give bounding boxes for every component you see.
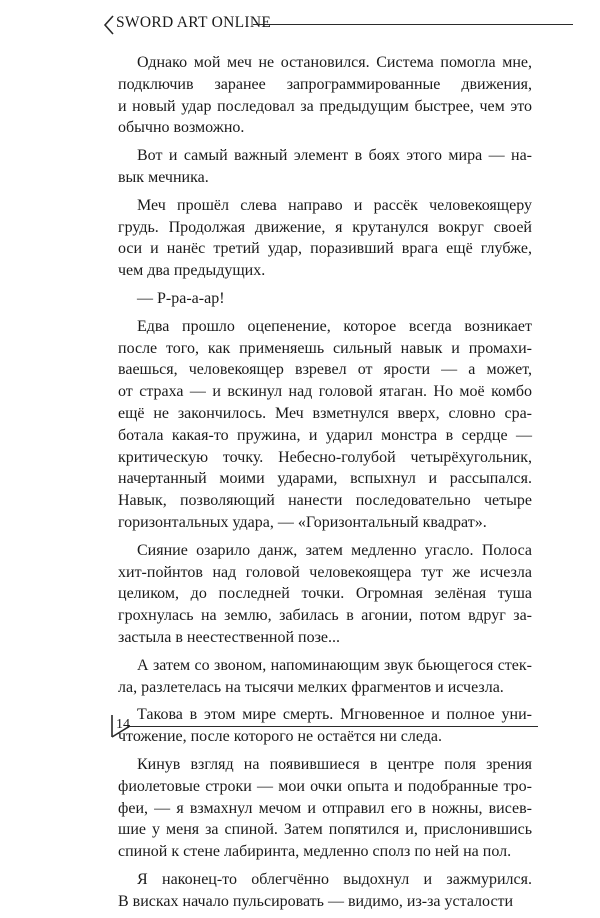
text-line: Вот и самый важный элемент в боях этого мира — на- — [137, 147, 532, 165]
text-line: феи, — я взмахнул мечом и отправил его в ножны, висев- — [118, 799, 532, 817]
text-line: после того, как применяешь сильный навык и промахи- — [118, 339, 532, 357]
text-line: Такова в этом мире смерть. Мгновенное и полное уни- — [137, 706, 532, 724]
paragraph — [118, 52, 532, 139]
text-line: чем два предыдущих. — [118, 262, 266, 280]
running-header — [103, 12, 573, 38]
text-line: ботала какая-то пружина, и ударил монстра в сердце — — [118, 426, 532, 444]
text-line: чтожение, после которого не остаётся ни следа. — [118, 728, 442, 746]
paragraph — [118, 655, 532, 699]
header-chevron-icon — [103, 15, 115, 35]
text-line: ещё не закончилось. Меч взметнулся вверх, словно сра- — [118, 404, 532, 422]
paragraph — [118, 288, 532, 310]
text-line: — Р-ра-а-ар! — [137, 289, 225, 307]
text-line: грудь. Продолжая движение, я крутанулся вокруг своей — [118, 218, 532, 236]
text-line: оси и нанёс третий удар, поразивший врага ещё глубже, — [118, 240, 532, 258]
text-line: застыла в неестественной позе... — [118, 628, 340, 646]
text-line: ваешься, человекоящер взревел от ярости — а может, — [118, 361, 532, 379]
text-line: шие у меня за спиной. Затем попятился и, прислонившись — [118, 821, 532, 839]
text-line: В висках начало пульсировать — видимо, из-за усталости — [118, 892, 514, 910]
text-line: хит-пойнтов над головой человекоящера тут же исчезла — [118, 563, 532, 581]
paragraph — [118, 145, 532, 189]
text-line: Едва прошло оцепенение, которое всегда возникает — [137, 317, 532, 335]
text-line: целиком, до последней точки. Огромная зелёная туша — [118, 585, 532, 603]
text-line: от страха — и вскинул над головой ятаган. Но моё комбо — [118, 383, 532, 401]
text-line: грохнулась на землю, забилась в агонии, потом вдруг за- — [118, 607, 532, 625]
text-line: начертанный моими ударами, вспыхнул и рассыпался. — [118, 470, 532, 488]
text-line: подключив заранее запрограммированные движения, — [118, 75, 532, 93]
text-line: Навык, позволяющий нанести последовательно четыре — [118, 492, 532, 510]
text-line: и новый удар последовал за предыдущим быстрее, чем это — [118, 97, 532, 115]
paragraph — [118, 754, 532, 863]
text-line: Кинув взгляд на появившиеся в центре поля зрения — [137, 755, 532, 773]
text-line: Сияние озарило данж, затем медленно угасло. Полоса — [137, 541, 532, 559]
text-line: вык мечника. — [118, 168, 209, 186]
body-text — [118, 52, 532, 918]
text-line: обычно возможно. — [118, 119, 245, 137]
book-title: SWORD ART ONLINE — [116, 14, 272, 31]
text-line: Однако мой меч не остановился. Система помогла мне, — [137, 54, 532, 71]
page-number: 14 — [116, 717, 130, 732]
text-line: Меч прошёл слева направо и рассёк человекоящеру — [137, 196, 532, 214]
text-line: ла, разлетелась на тысячи мелких фрагментов и исчезла. — [118, 678, 504, 696]
running-footer — [108, 714, 538, 738]
text-line: фиолетовые строки — мои очки опыта и подобранные тро- — [118, 777, 532, 795]
text-line: А затем со звоном, напоминающим звук бьющегося стек- — [137, 656, 532, 674]
text-line: горизонтальных удара, — «Горизонтальный квадрат». — [118, 513, 487, 531]
header-rule — [253, 24, 573, 25]
text-line: спиной к стене лабиринта, медленно сполз по ней на пол. — [118, 843, 512, 861]
text-line: Я наконец-то облегчённо выдохнул и зажмурился. — [137, 870, 532, 888]
footer-rule — [130, 726, 538, 727]
paragraph — [118, 316, 532, 534]
paragraph — [118, 195, 532, 282]
text-line: критическую точку. Небесно-голубой четырёхугольник, — [118, 448, 532, 466]
paragraph — [118, 869, 532, 913]
paragraph — [118, 540, 532, 649]
